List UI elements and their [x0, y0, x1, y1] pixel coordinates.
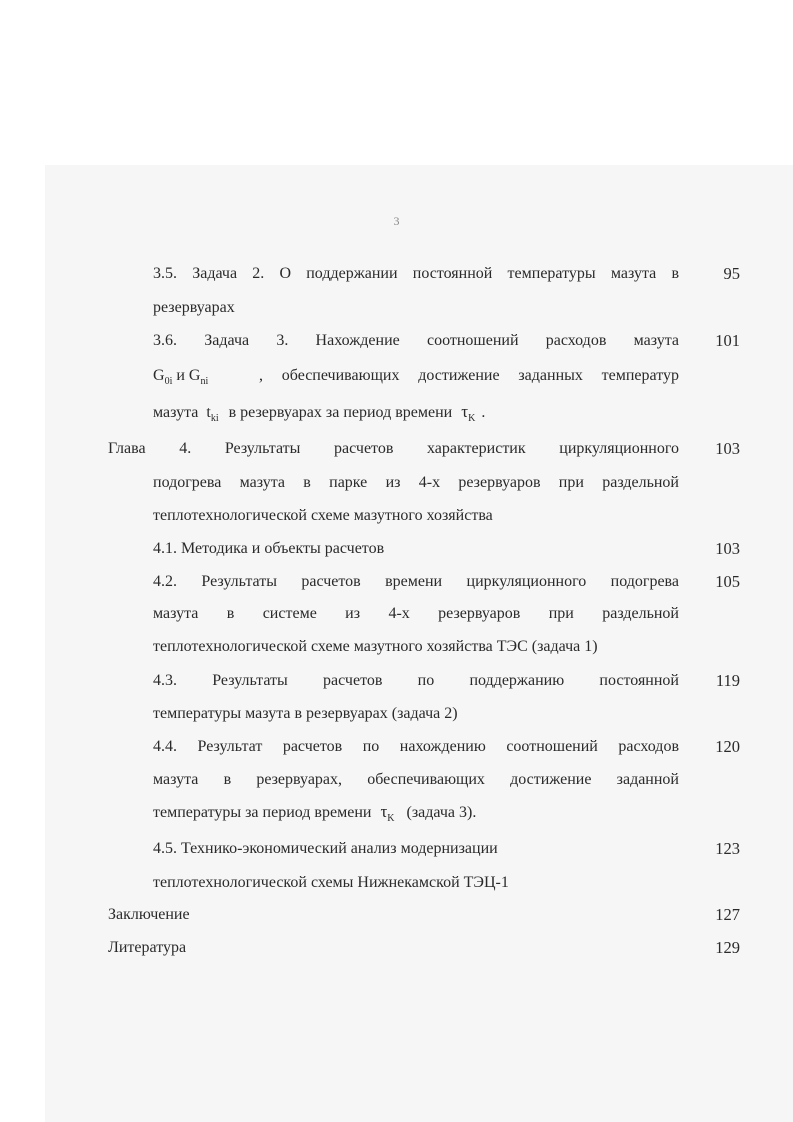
toc-page-number: 129	[715, 938, 740, 957]
toc-page-number: 120	[715, 737, 740, 756]
toc-page-number: 103	[715, 539, 740, 558]
toc-page-number: 105	[715, 572, 740, 591]
symbol-subscript: K	[468, 413, 476, 424]
toc-entry-text: температуры мазута в резервуарах (задача 2)	[153, 705, 458, 722]
symbol-subscript: 0i	[164, 376, 173, 387]
toc-entry-text: теплотехнологической схеме мазутного хозяйства ТЭС (задача 1)	[153, 638, 598, 655]
toc-entry-text: 4.4. Результат расчетов по нахождению соотношений расходов	[153, 738, 679, 755]
symbol-g: G	[188, 367, 201, 384]
symbol-tau: τ	[380, 802, 388, 821]
toc-entry-text: Заключение	[108, 906, 190, 923]
toc-entry-text: 3.6. Задача 3. Нахождение соотношений расходов мазута	[153, 332, 679, 349]
conjunction: и	[176, 367, 185, 384]
toc-entry-text: мазута $t_{ki}$ в резервуарах за период времени $\tau_K$ .	[153, 402, 486, 424]
toc-entry-text: Глава 4. Результаты расчетов характеристик циркуляционного	[108, 440, 679, 457]
toc-page-number: 101	[715, 331, 740, 350]
toc-entry-text	[153, 366, 679, 386]
symbol-subscript: ni	[200, 376, 209, 387]
toc-entry-text: Литература	[108, 939, 187, 956]
toc-page-number: 127	[715, 905, 740, 924]
toc-entry-text: температуры за период времени $\tau_K$ (задача 3).	[153, 802, 477, 824]
symbol-subscript: K	[387, 813, 395, 824]
toc-entry-text: мазута в системе из 4-х резервуаров при раздельной	[153, 605, 679, 622]
symbol-g: G	[153, 367, 165, 384]
toc-page-number: 95	[723, 264, 740, 283]
toc-entry-text: 4.3. Результаты расчетов по поддержанию постоянной	[153, 672, 679, 689]
toc-entry-text: резервуарах	[153, 299, 235, 316]
line-remainder: , обеспечивающих достижение заданных температур	[259, 367, 679, 384]
toc-entry-text: 4.1. Методика и объекты расчетов	[153, 540, 385, 557]
page-number: 3	[393, 214, 400, 228]
toc-page-number: 123	[715, 839, 740, 858]
toc-entry-text: 4.2. Результаты расчетов времени циркуляционного подогрева	[153, 573, 679, 590]
symbol-tau: τ	[461, 402, 469, 421]
symbol-t: t	[206, 404, 211, 421]
symbol-subscript: ki	[210, 413, 219, 424]
toc-entry-text: теплотехнологической схеме мазутного хозяйства	[153, 507, 493, 524]
toc-entry-text: мазута в резервуарах, обеспечивающих достижение заданной	[153, 771, 679, 788]
toc-page-number: 103	[715, 439, 740, 458]
toc-entry-text: теплотехнологической схемы Нижнекамской ТЭЦ-1	[153, 874, 509, 891]
toc-entry-text: 4.5. Технико-экономический анализ модернизации	[153, 840, 498, 857]
toc-page-number: 119	[715, 671, 740, 690]
toc-entry-text: 3.5. Задача 2. О поддержании постоянной температуры мазута в	[153, 265, 679, 282]
toc-entry-text: подогрева мазута в парке из 4-х резервуаров при раздельной	[153, 474, 679, 491]
